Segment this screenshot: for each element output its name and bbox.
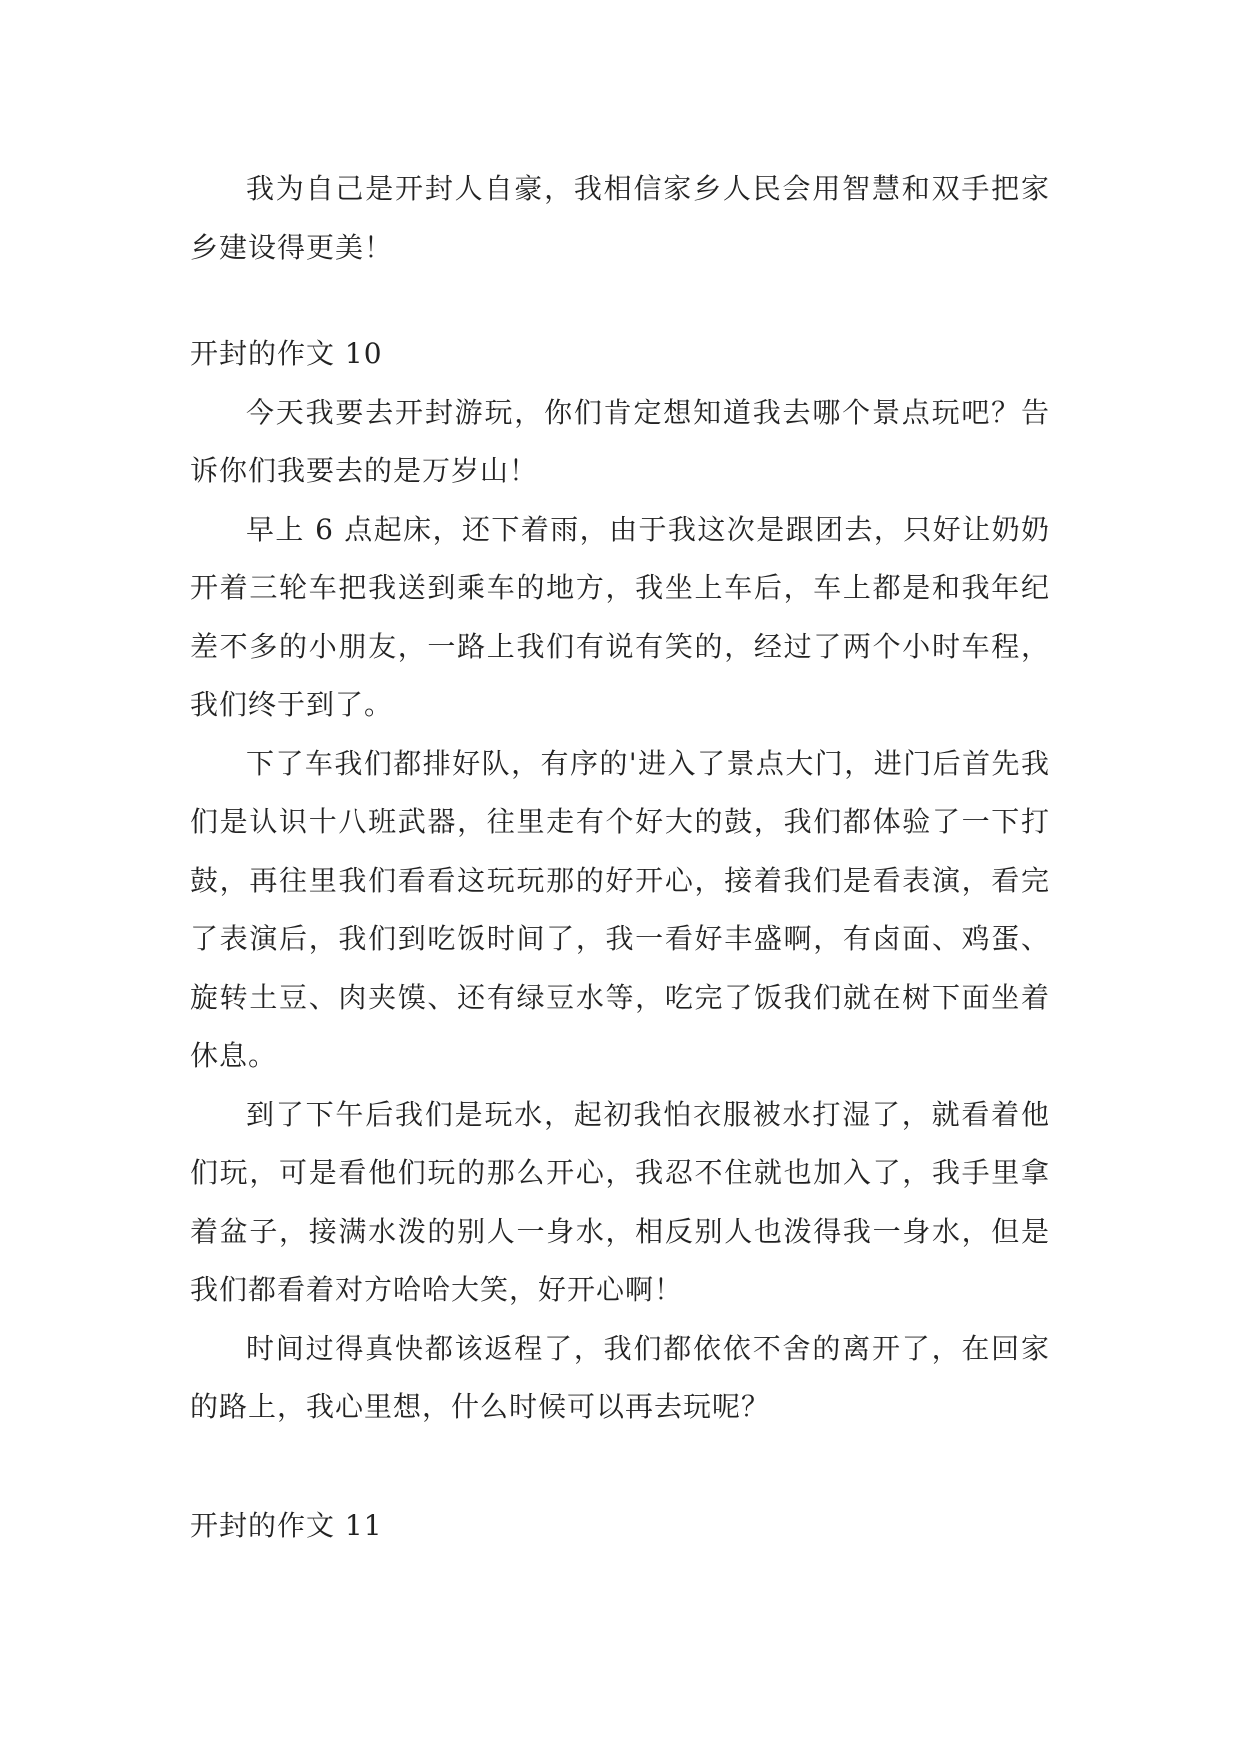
section-spacer xyxy=(190,277,1050,325)
essay-10-title: 开封的作文 10 xyxy=(190,337,383,370)
essay-11-title: 开封的作文 11 xyxy=(190,1508,383,1542)
essay-10-paragraph-3: 下了车我们都排好队，有序的'进入了景点大门，进门后首先我们是认识十八班武器，往里走有个好大的鼓，我们都体验了一下打鼓，再往里我们看看这玩玩那的好开心，接着我们是看表演，看完了表演后，我们到吃饭时间了，我一看好丰盛啊，有卤面、鸡蛋、旋转土豆、肉夹馍、还有绿豆水等，吃完了饭我们就在树下面坐着休息。 xyxy=(190,746,1050,1072)
document-body xyxy=(190,160,1050,1555)
essay-10-paragraph-4: 到了下午后我们是玩水，起初我怕衣服被水打湿了，就看着他们玩，可是看他们玩的那么开心，我忍不住就也加入了，我手里拿着盆子，接满水泼的别人一身水，相反别人也泼得我一身水，但是我们都看着对方哈哈大笑，好开心啊！ xyxy=(190,1097,1050,1306)
section-spacer xyxy=(190,1437,1050,1497)
intro-paragraph: 我为自己是开封人自豪，我相信家乡人民会用智慧和双手把家乡建设得更美！ xyxy=(190,172,1050,264)
essay-10-paragraph-2: 早上 6 点起床，还下着雨，由于我这次是跟团去，只好让奶奶开着三轮车把我送到乘车的地方，我坐上车后，车上都是和我年纪差不多的小朋友，一路上我们有说有笑的，经过了两个小时车程，我们终于到了。 xyxy=(190,512,1050,721)
essay-10-paragraph-5: 时间过得真快都该返程了，我们都依依不舍的离开了，在回家的路上，我心里想，什么时候可以再去玩呢？ xyxy=(190,1331,1050,1423)
essay-10-paragraph-1: 今天我要去开封游玩，你们肯定想知道我去哪个景点玩吧？告诉你们我要去的是万岁山！ xyxy=(190,395,1050,487)
